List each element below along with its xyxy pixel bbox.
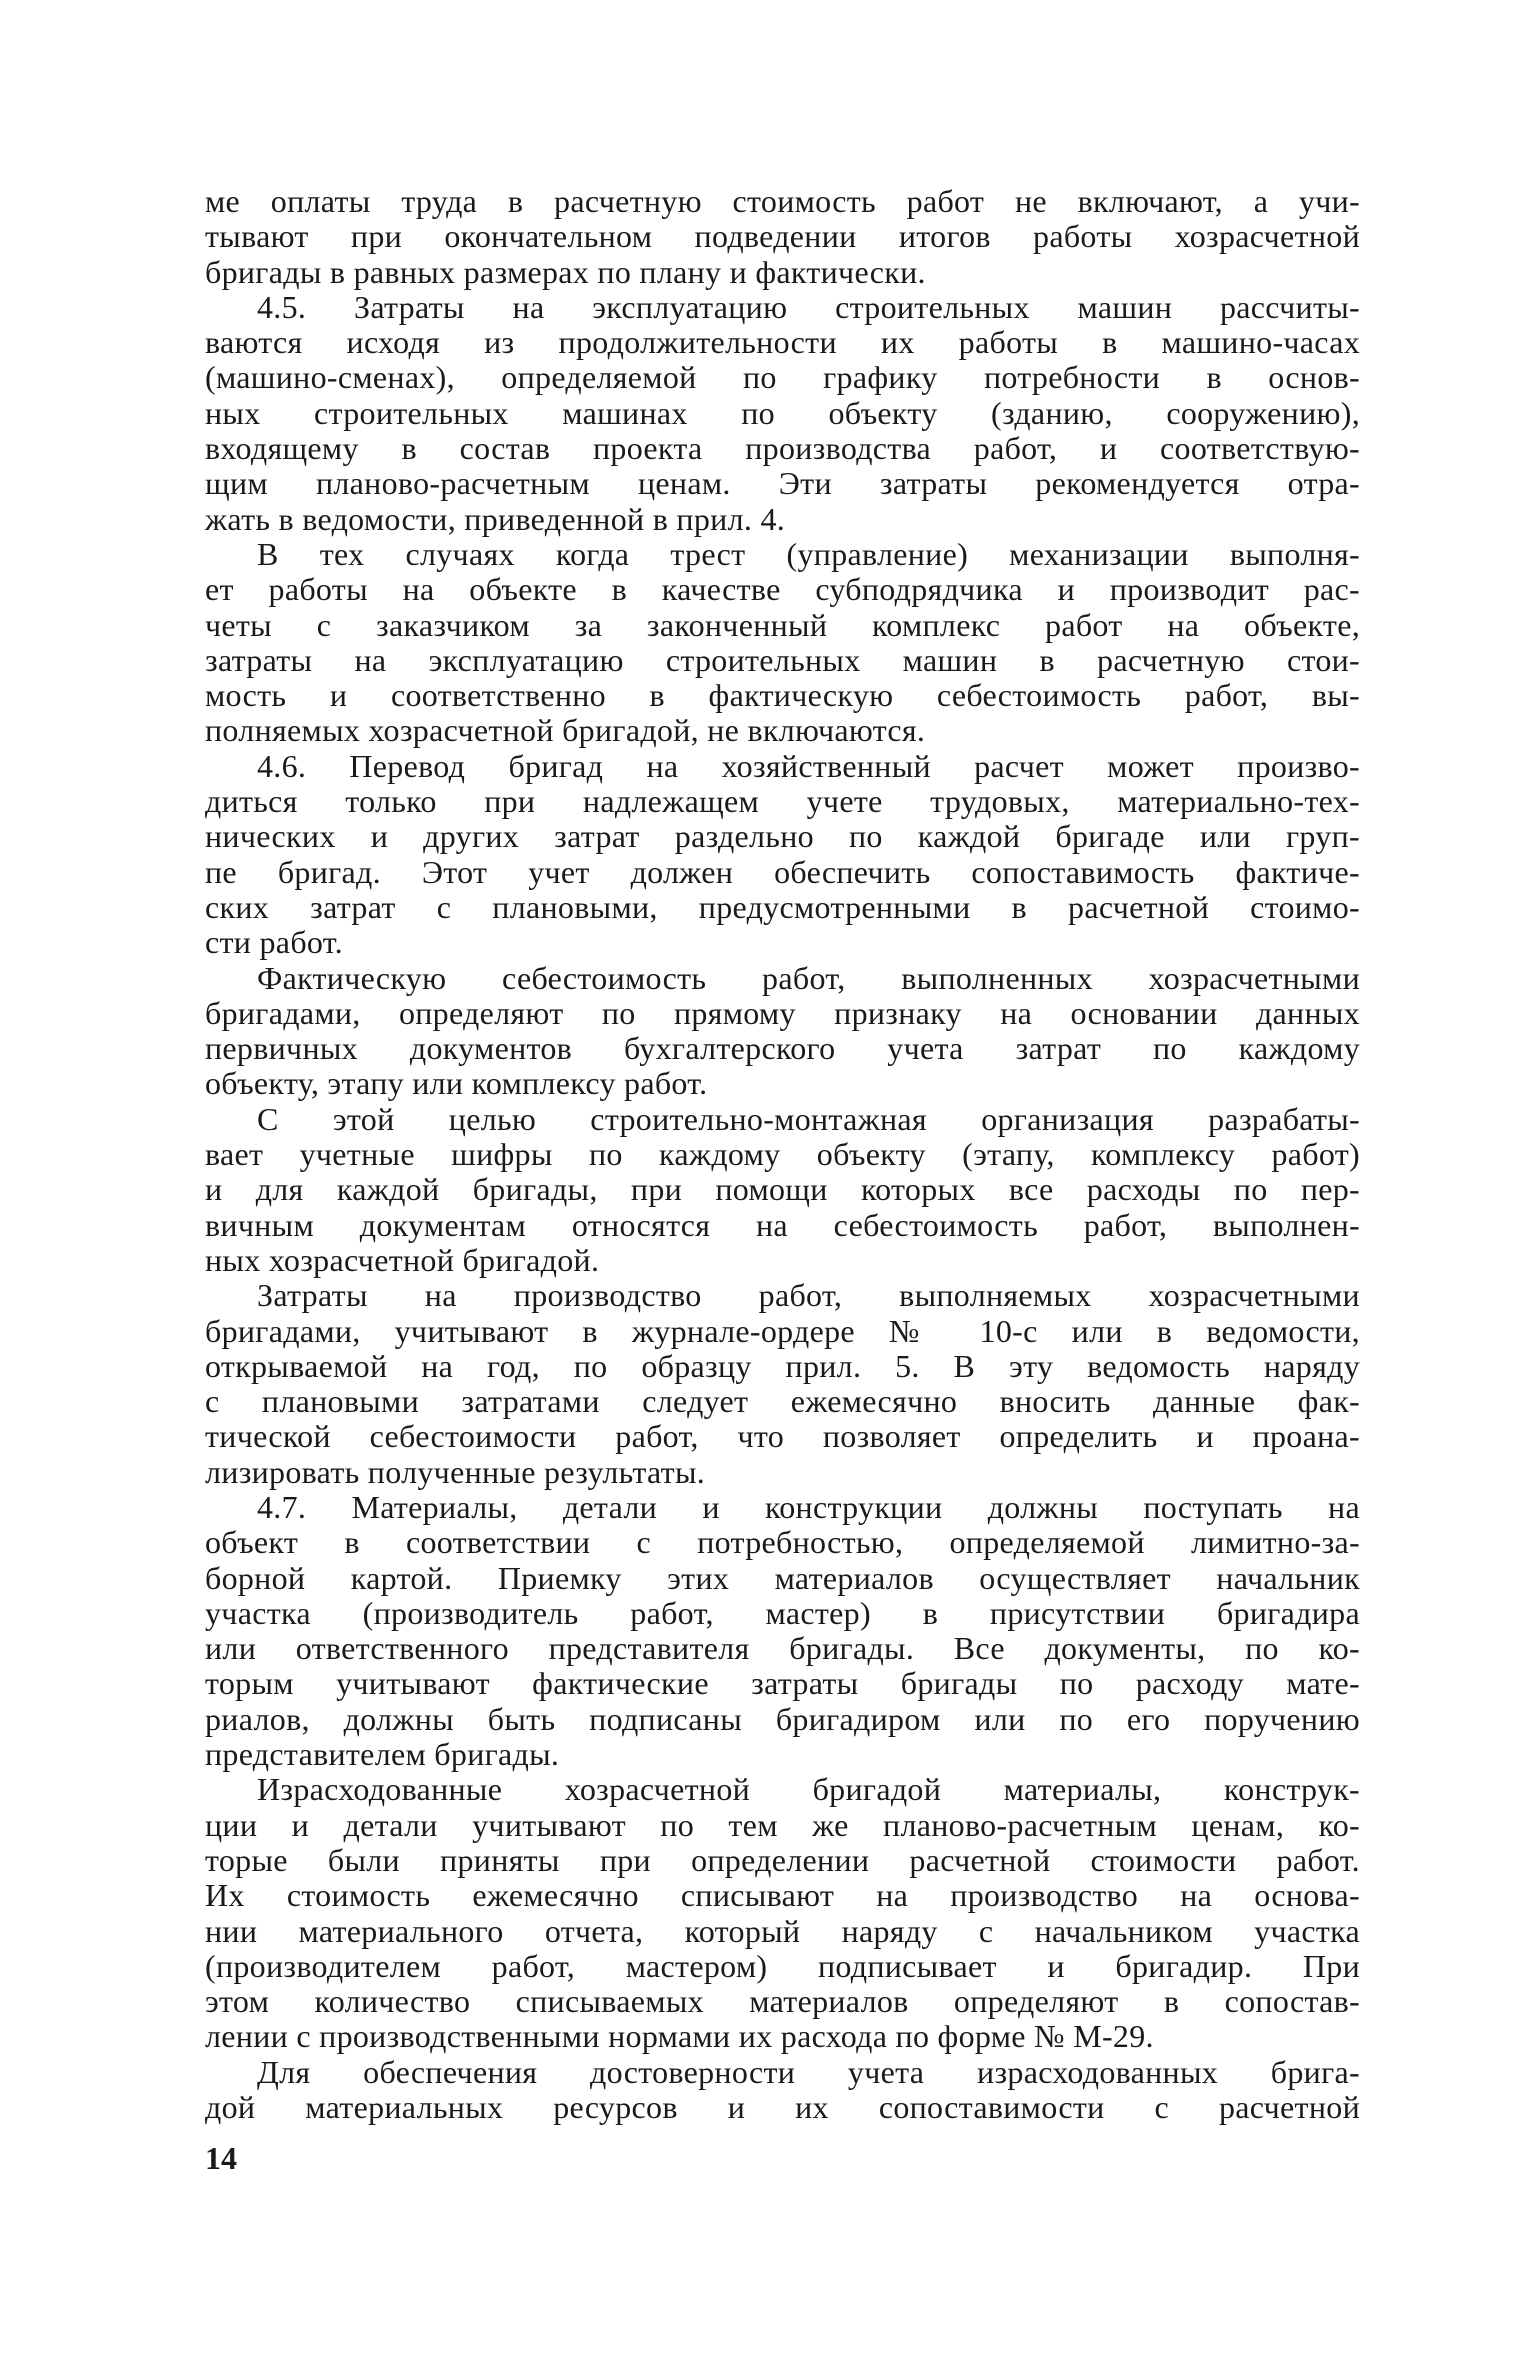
paragraph bbox=[205, 290, 1360, 537]
text-line: этом количество списываемых материалов определяют в сопостав- bbox=[205, 1983, 1360, 2020]
text-line: ет работы на объекте в качестве субподрядчика и производит рас- bbox=[205, 571, 1360, 608]
text-line: Затраты на производство работ, выполняемых хозрасчетными bbox=[257, 1277, 1360, 1314]
body-text bbox=[205, 184, 1360, 2125]
text-line: входящему в состав проекта производства работ, и соответствую- bbox=[205, 430, 1360, 467]
text-line: Израсходованные хозрасчетной бригадой материалы, конструк- bbox=[257, 1771, 1360, 1808]
text-line: сти работ. bbox=[205, 924, 343, 961]
text-line: (машино-сменах), определяемой по графику потребности в основ- bbox=[205, 359, 1360, 396]
paragraph bbox=[205, 1278, 1360, 1490]
text-line: или ответственного представителя бригады. Все документы, по ко- bbox=[205, 1630, 1360, 1667]
text-line: ских затрат с плановыми, предусмотренными в расчетной стоимо- bbox=[205, 888, 1360, 925]
text-line: вичным документам относятся на себестоимость работ, выполнен- bbox=[205, 1206, 1360, 1243]
paragraph bbox=[205, 961, 1360, 1102]
text-line: Их стоимость ежемесячно списывают на производство на основа- bbox=[205, 1877, 1360, 1914]
paragraph bbox=[205, 184, 1360, 290]
text-line: первичных документов бухгалтерского учета затрат по каждому bbox=[205, 1030, 1360, 1067]
text-line: риалов, должны быть подписаны бригадиром или по его поручению bbox=[205, 1700, 1360, 1737]
text-line: бригады в равных размерах по плану и фактически. bbox=[205, 253, 926, 290]
text-line: нии материального отчета, который наряду с начальником участка bbox=[205, 1912, 1360, 1949]
text-line: участка (производитель работ, мастер) в присутствии бригадира bbox=[205, 1594, 1360, 1631]
paragraph bbox=[205, 1772, 1360, 2054]
text-line: затраты на эксплуатацию строительных машин в расчетную стои- bbox=[205, 641, 1360, 678]
text-line: тической себестоимости работ, что позволяет определить и проана- bbox=[205, 1418, 1360, 1455]
text-line: ных строительных машинах по объекту (зданию, сооружению), bbox=[205, 394, 1360, 431]
text-line: открываемой на год, по образцу прил. 5. В эту ведомость наряду bbox=[205, 1347, 1360, 1384]
text-line: ных хозрасчетной бригадой. bbox=[205, 1241, 600, 1278]
text-line: представителем бригады. bbox=[205, 1736, 560, 1773]
text-line: и для каждой бригады, при помощи которых все расходы по пер- bbox=[205, 1171, 1360, 1208]
paragraph bbox=[205, 2055, 1360, 2126]
text-line: С этой целью строительно-монтажная организация разрабаты- bbox=[257, 1100, 1360, 1137]
text-line: борной картой. Приемку этих материалов осуществляет начальник bbox=[205, 1559, 1360, 1596]
text-line: лении с производственными нормами их расхода по форме № М-29. bbox=[205, 2018, 1154, 2055]
text-line: диться только при надлежащем учете трудовых, материально-тех- bbox=[205, 783, 1360, 820]
paragraph bbox=[205, 537, 1360, 749]
text-line: бригадами, учитывают в журнале-ордере № 10-с или в ведомости, bbox=[205, 1312, 1360, 1349]
text-line: В тех случаях когда трест (управление) механизации выполня- bbox=[257, 535, 1360, 572]
text-line: Для обеспечения достоверности учета израсходованных брига- bbox=[257, 2053, 1360, 2090]
text-line: ме оплаты труда в расчетную стоимость работ не включают, а учи- bbox=[205, 183, 1360, 219]
text-line: объекту, этапу или комплексу работ. bbox=[205, 1065, 708, 1102]
text-line: объект в соответствии с потребностью, определяемой лимитно-за- bbox=[205, 1524, 1360, 1561]
text-line: (производителем работ, мастером) подписывает и бригадир. При bbox=[205, 1947, 1360, 1984]
text-line: четы с заказчиком за законченный комплекс работ на объекте, bbox=[205, 606, 1360, 643]
text-line: щим планово-расчетным ценам. Эти затраты рекомендуется отра- bbox=[205, 465, 1360, 502]
page-number: 14 bbox=[205, 2140, 237, 2176]
text-line: вает учетные шифры по каждому объекту (этапу, комплексу работ) bbox=[205, 1136, 1360, 1173]
text-line: пе бригад. Этот учет должен обеспечить сопоставимость фактиче- bbox=[205, 853, 1360, 890]
text-line: мость и соответственно в фактическую себестоимость работ, вы- bbox=[205, 677, 1360, 714]
text-line: нических и других затрат раздельно по каждой бригаде или груп- bbox=[205, 818, 1360, 855]
paragraph bbox=[205, 1490, 1360, 1772]
text-line: 4.6. Перевод бригад на хозяйственный расчет может произво- bbox=[257, 747, 1360, 784]
text-line: 4.5. Затраты на эксплуатацию строительных машин рассчиты- bbox=[257, 288, 1360, 325]
text-line: ции и детали учитывают по тем же планово-расчетным ценам, ко- bbox=[205, 1806, 1360, 1843]
paragraph bbox=[205, 749, 1360, 961]
text-line: тывают при окончательном подведении итогов работы хозрасчетной bbox=[205, 218, 1360, 255]
text-line: ваются исходя из продолжительности их работы в машино-часах bbox=[205, 324, 1360, 361]
text-line: полняемых хозрасчетной бригадой, не включаются. bbox=[205, 712, 926, 749]
text-line: дой материальных ресурсов и их сопоставимости с расчетной bbox=[205, 2089, 1360, 2126]
text-line: торые были приняты при определении расчетной стоимости работ. bbox=[205, 1841, 1360, 1878]
text-line: 4.7. Материалы, детали и конструкции должны поступать на bbox=[257, 1488, 1360, 1525]
text-line: лизировать полученные результаты. bbox=[205, 1453, 706, 1490]
text-line: Фактическую себестоимость работ, выполненных хозрасчетными bbox=[257, 959, 1360, 996]
text-line: жать в ведомости, приведенной в прил. 4. bbox=[205, 500, 786, 537]
paragraph bbox=[205, 1102, 1360, 1278]
text-line: бригадами, определяют по прямому признаку на основании данных bbox=[205, 994, 1360, 1031]
text-line: с плановыми затратами следует ежемесячно вносить данные фак- bbox=[205, 1383, 1360, 1420]
text-line: торым учитывают фактические затраты бригады по расходу мате- bbox=[205, 1665, 1360, 1702]
